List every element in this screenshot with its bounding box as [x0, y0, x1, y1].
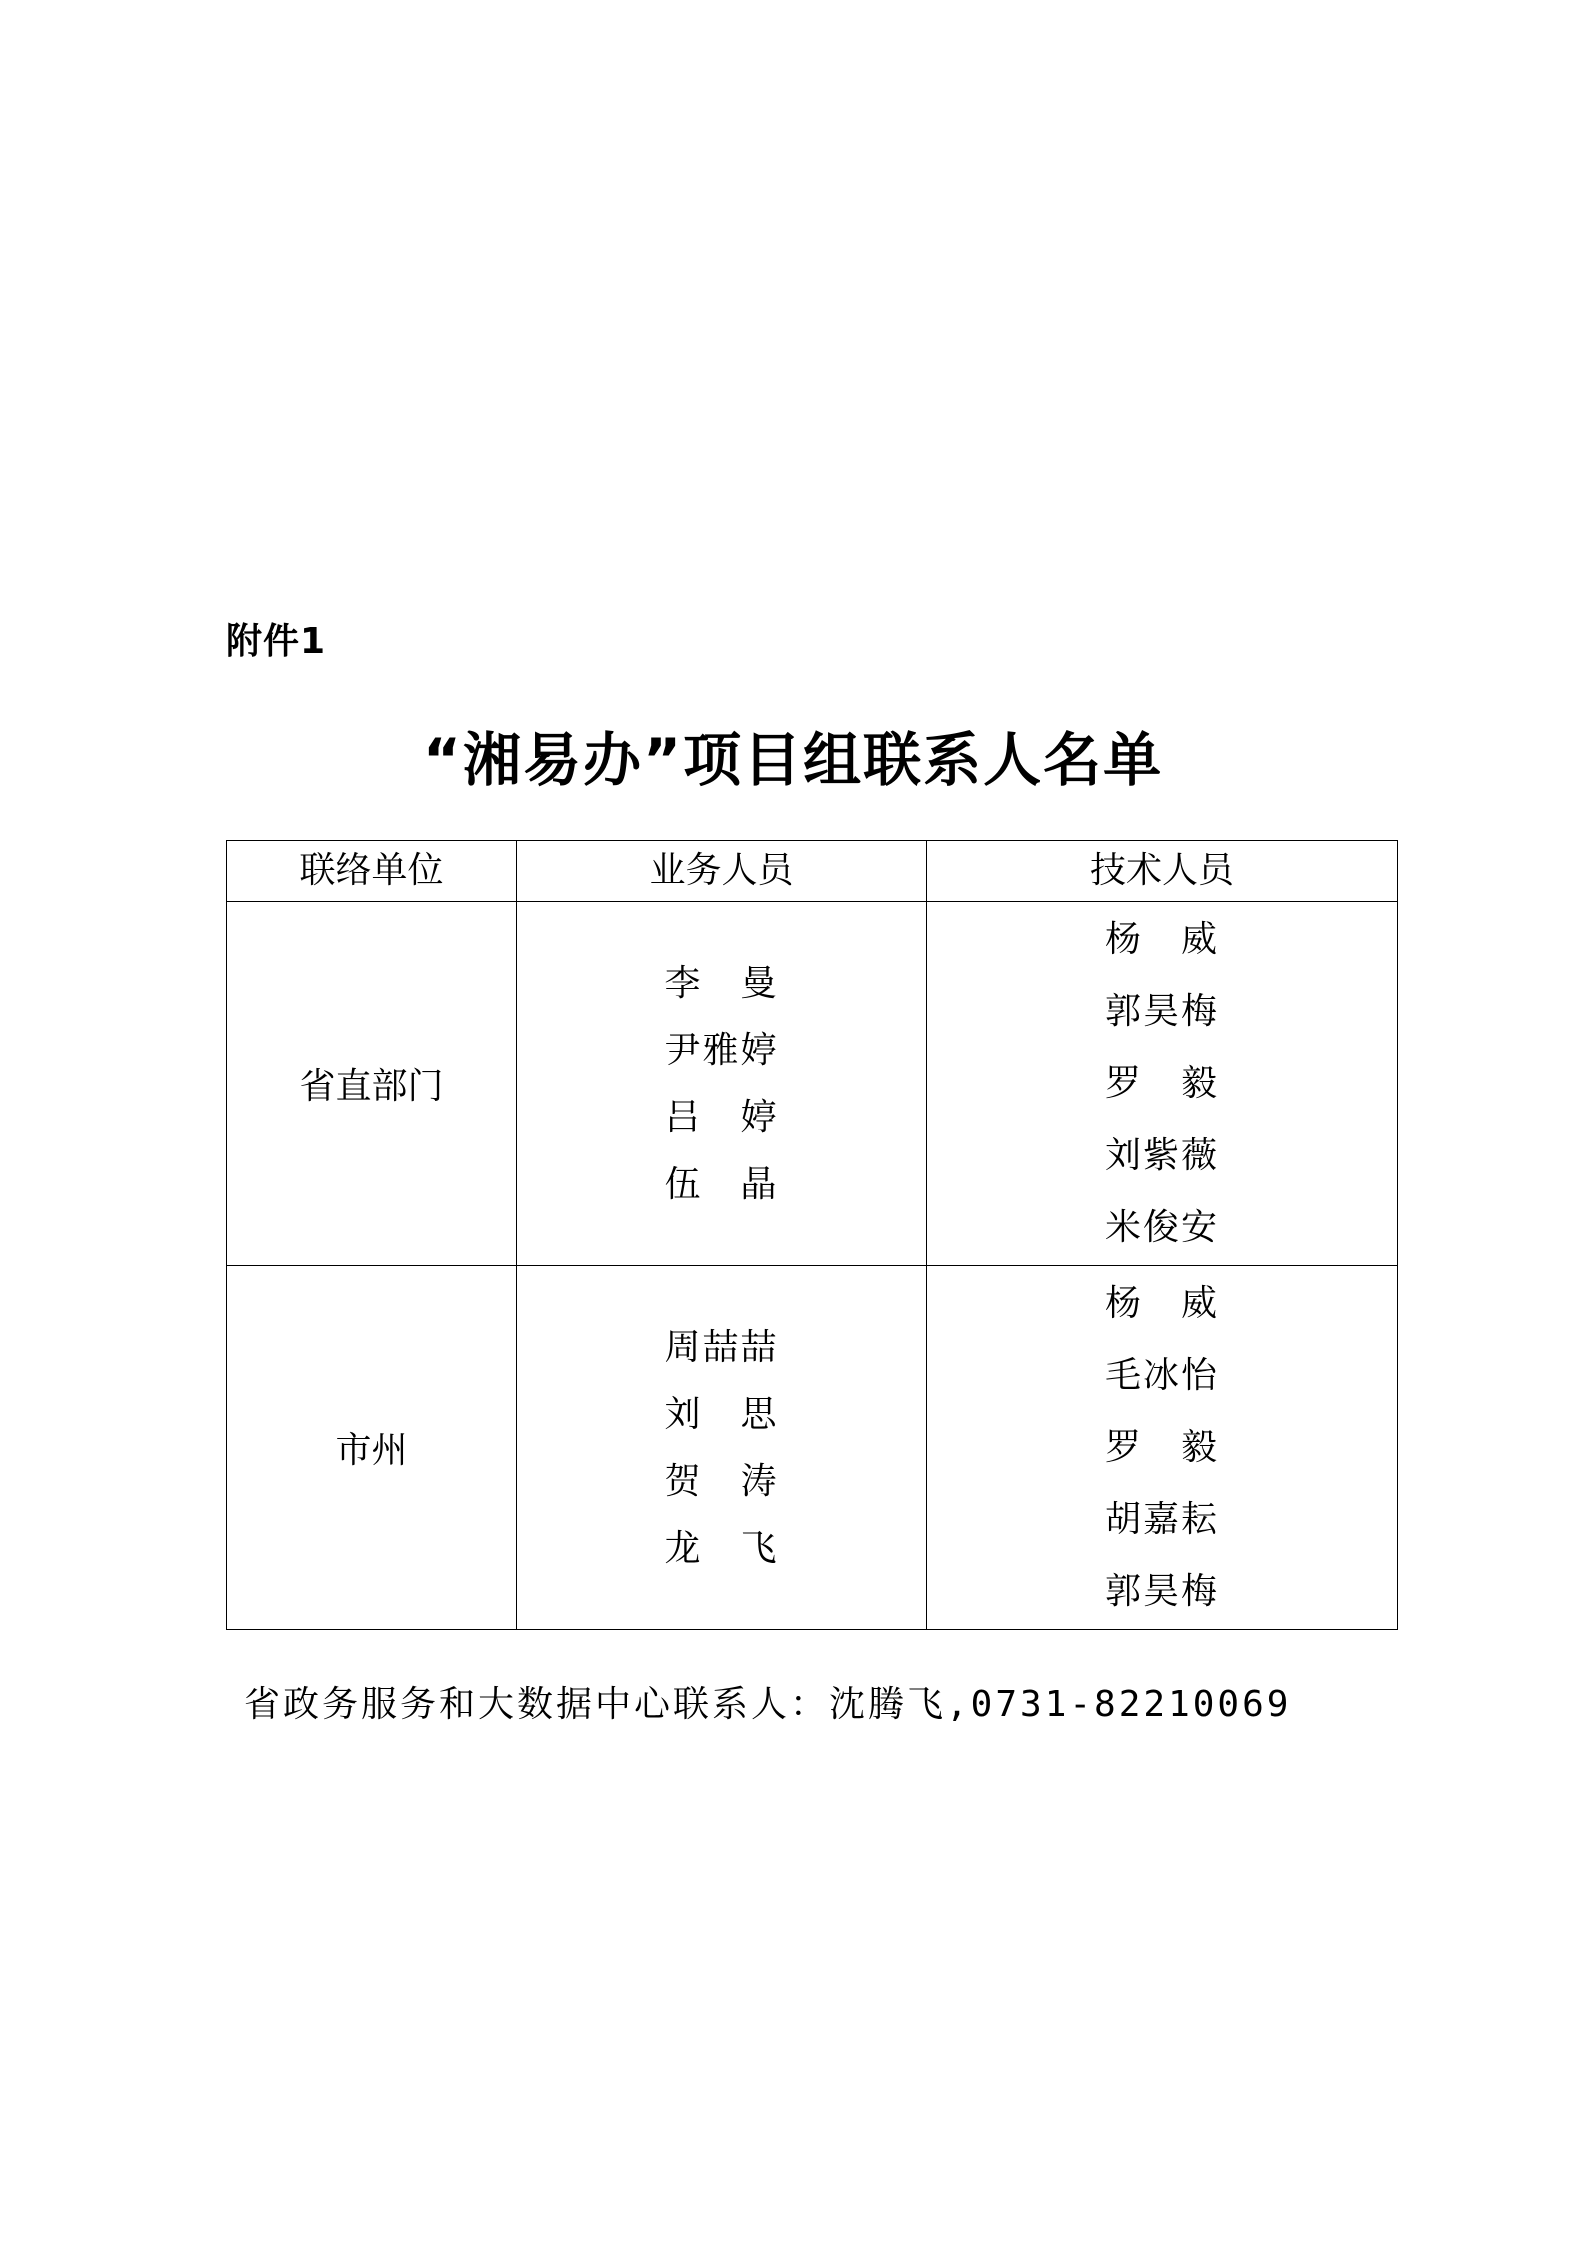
- tech-cell: [927, 1266, 1398, 1630]
- unit-cell: 省直部门: [227, 902, 517, 1266]
- tech-person: 杨 威: [1104, 1282, 1219, 1324]
- business-person: 周喆喆: [664, 1326, 779, 1368]
- business-person: 尹雅婷: [664, 1029, 779, 1071]
- business-name-list: [664, 950, 778, 1218]
- tech-name-list: [1105, 1268, 1219, 1628]
- tech-person: 罗 毅: [1104, 1062, 1219, 1104]
- contact-table: [226, 840, 1398, 1630]
- header-business: 业务人员: [517, 841, 927, 902]
- business-person: 贺 涛: [664, 1460, 779, 1502]
- tech-person: 杨 威: [1104, 918, 1219, 960]
- business-person: 李 曼: [664, 962, 779, 1004]
- tech-person: 刘紫薇: [1104, 1134, 1219, 1176]
- business-name-list: [664, 1314, 778, 1582]
- business-cell: [517, 902, 927, 1266]
- business-person: 吕 婷: [664, 1096, 779, 1138]
- business-person: 伍 晶: [664, 1163, 779, 1205]
- header-unit: 联络单位: [227, 841, 517, 902]
- business-person: 龙 飞: [664, 1527, 779, 1569]
- table-row-provincial: [227, 902, 1398, 1266]
- tech-person: 郭昊梅: [1104, 1570, 1219, 1612]
- footer-contact-line: 省政务服务和大数据中心联系人：沈腾飞,0731-82210069: [244, 1684, 1292, 1725]
- business-person: 刘 思: [664, 1393, 779, 1435]
- tech-person: 米俊安: [1104, 1206, 1219, 1248]
- business-cell: [517, 1266, 927, 1630]
- tech-person: 胡嘉耘: [1104, 1498, 1219, 1540]
- unit-cell: 市州: [227, 1266, 517, 1630]
- table-header-row: [227, 841, 1398, 902]
- attachment-label: 附件1: [226, 621, 327, 662]
- tech-cell: [927, 902, 1398, 1266]
- document-title: “湘易办”项目组联系人名单: [422, 726, 1164, 794]
- table-row-city: [227, 1266, 1398, 1630]
- tech-person: 罗 毅: [1104, 1426, 1219, 1468]
- tech-name-list: [1105, 904, 1219, 1264]
- header-tech: 技术人员: [927, 841, 1398, 902]
- tech-person: 郭昊梅: [1104, 990, 1219, 1032]
- tech-person: 毛冰怡: [1104, 1354, 1219, 1396]
